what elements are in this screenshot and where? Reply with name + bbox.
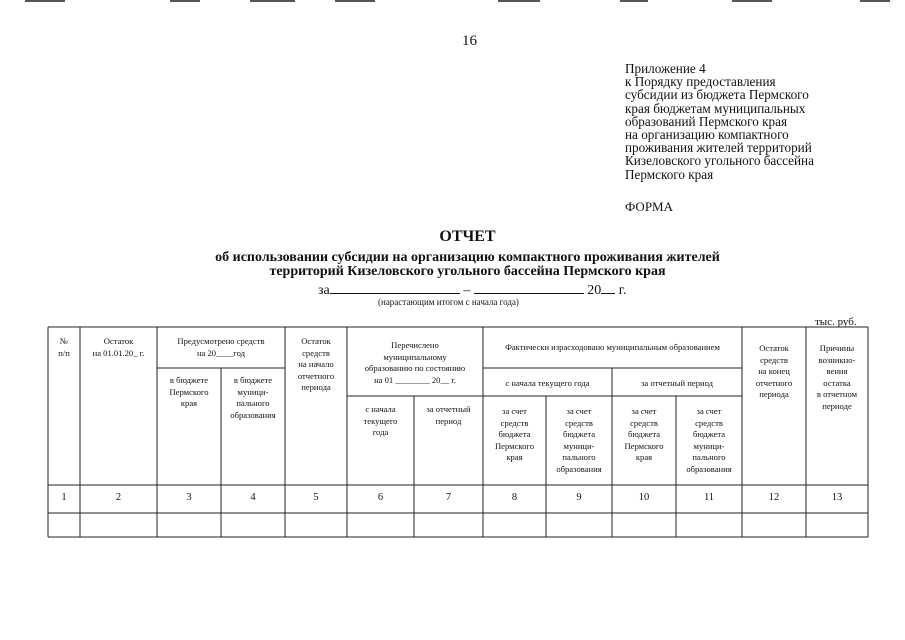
period-year-prefix: 20 xyxy=(587,283,602,298)
header-balance-period-start: Остаток средств на начало отчетного периода xyxy=(297,336,335,392)
period-prefix: за xyxy=(318,283,330,298)
appendix-line: образований Пермского края xyxy=(625,113,788,129)
subtitle-line-2: территорий Кизеловского угольного бассейна Пермского края xyxy=(269,264,666,279)
header-transferred: Перечислено муниципальному образованию по состоянию на 01 ________ 20__ г. xyxy=(364,340,466,385)
appendix-line: на организацию компактного xyxy=(625,127,789,143)
column-number: 6 xyxy=(377,492,384,503)
column-number: 9 xyxy=(576,492,582,503)
header-transferred-period: за отчетный период xyxy=(426,404,471,426)
appendix-line: края бюджетам муниципальных xyxy=(625,100,806,116)
appendix-line: Кизеловского угольного бассейна xyxy=(625,153,814,169)
appendix-line: Приложение 4 xyxy=(625,61,706,76)
header-spent-region-year: за счет средств бюджета Пермского края xyxy=(494,406,535,462)
page-number: 16 xyxy=(462,33,477,49)
units-label: тыс. руб. xyxy=(815,316,857,328)
period-year-suffix: г. xyxy=(618,283,627,298)
header-provided: Предусмотрено средств на 20____год xyxy=(177,336,265,358)
header-spent-municipal-period: за счет средств бюджета муници- пального образования xyxy=(686,406,732,474)
column-number: 8 xyxy=(511,492,518,503)
column-number: 5 xyxy=(313,492,319,503)
header-spent-municipal-year: за счет средств бюджета муници- пального образования xyxy=(556,406,602,474)
header-balance-start: Остаток на 01.01.20_ г. xyxy=(92,336,145,358)
header-spent-region-period: за счет средств бюджета Пермского края xyxy=(624,406,664,462)
column-number: 7 xyxy=(445,492,452,503)
column-number: 2 xyxy=(115,492,122,503)
appendix-line: проживания жителей территорий xyxy=(625,140,812,156)
header-num: № п/п xyxy=(58,336,70,358)
column-number: 1 xyxy=(61,492,67,503)
column-number: 4 xyxy=(250,492,256,503)
header-balance-end: Остаток средств на конец отчетного периода xyxy=(755,343,793,399)
column-number: 3 xyxy=(186,492,192,503)
period-note: (нарастающим итогом с начала года) xyxy=(378,297,519,307)
appendix-line: субсидии из бюджета Пермского xyxy=(625,87,809,103)
header-reasons: Причины возникно- вения остатка в отчетном периоде xyxy=(816,343,858,411)
period-dash: – xyxy=(463,283,471,298)
form-label: ФОРМА xyxy=(625,199,673,214)
header-provided-municipal: в бюджете муници- пального образования xyxy=(230,375,276,420)
column-number: 10 xyxy=(638,492,650,503)
header-spent-year: с начала текущего года xyxy=(505,378,590,388)
appendix-line: Пермского края xyxy=(625,166,714,182)
header-spent-period: за отчетный период xyxy=(640,378,714,388)
column-number: 11 xyxy=(703,492,715,503)
subtitle-line-1: об использовании субсидии на организацию компактного проживания жителей xyxy=(215,250,720,265)
header-spent: Фактически израсходовано муниципальным образованием xyxy=(505,342,720,352)
appendix-line: к Порядку предоставления xyxy=(625,74,776,90)
column-number: 13 xyxy=(831,492,843,503)
header-provided-region: в бюджете Пермского края xyxy=(169,375,209,408)
document-title: ОТЧЕТ xyxy=(439,228,496,245)
header-transferred-year: с начала текущего года xyxy=(363,404,398,437)
column-number: 12 xyxy=(768,492,780,503)
